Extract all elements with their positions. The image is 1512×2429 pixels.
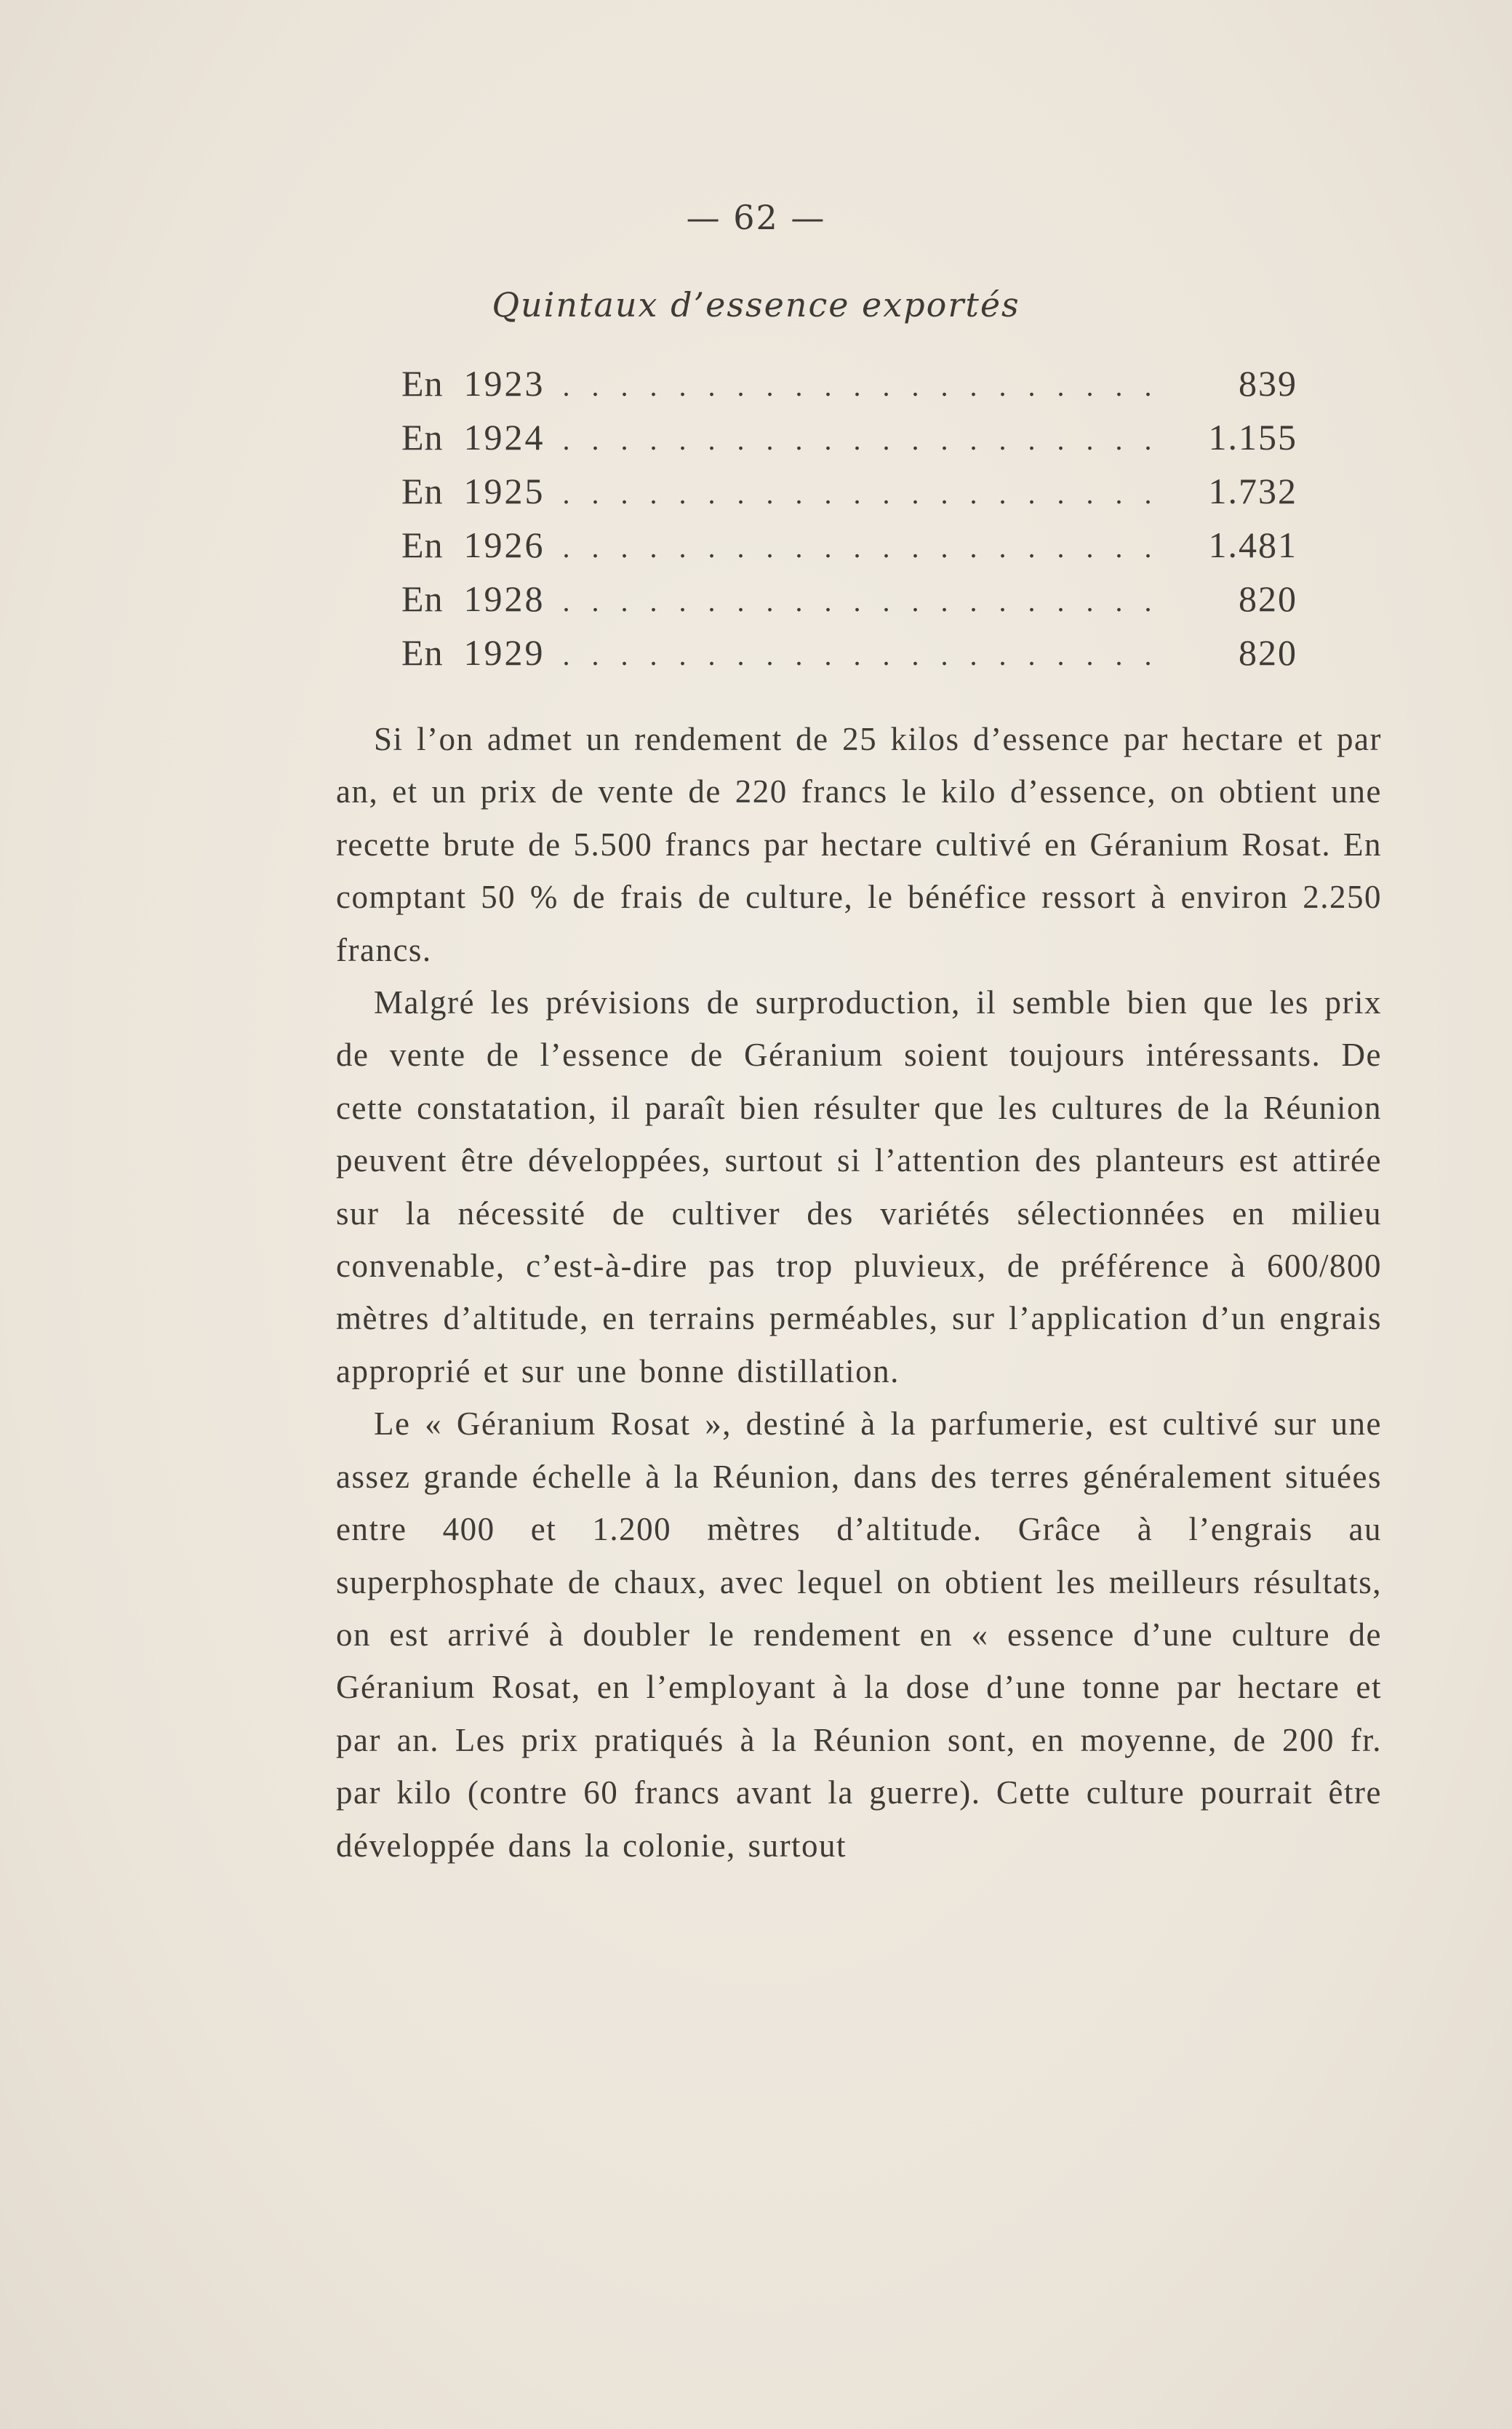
row-label: En (401, 578, 444, 619)
paragraph: Si l’on admet un rendement de 25 kilos d’essence par hectare et par an, et un prix de vente de 220 francs le kilo d’essence, on obtient une recette brute de 5.500 francs par hectare cultivé en Géranium Rosat. En comptant 50 % de frais de culture, le bénéfice ressort à environ 2.250 francs. (336, 721, 1382, 968)
row-value: 839 (1239, 363, 1297, 404)
paragraph: Malgré les prévisions de surproduction, il semble bien que les prix de vente de l’essence de Géranium soient toujours intéressants. De cette constatation, il paraît bien résulter que les cultures de la Réunion peuvent être développées, surtout si l’attention des planteurs est attirée sur la nécessité de cultiver des variétés sélectionnées en milieu convenable, c’est-à-dire pas trop pluvieux, de préférence à 600/800 mètres d’altitude, en terrains perméables, sur l’application d’un engrais approprié et sur une bonne distillation. (336, 984, 1382, 1389)
table-row (401, 416, 1297, 470)
row-value: 820 (1239, 578, 1297, 619)
row-value: 1.481 (1208, 525, 1297, 565)
row-year: 1924 (463, 417, 545, 458)
row-label: En (401, 363, 444, 404)
table-row (401, 524, 1297, 578)
row-value: 820 (1239, 632, 1297, 673)
table-row (401, 470, 1297, 524)
dot-leader (563, 638, 1172, 672)
row-label: En (401, 525, 444, 565)
row-label: En (401, 417, 444, 458)
table-row (401, 362, 1297, 416)
dot-leader (563, 369, 1172, 403)
row-year: 1926 (463, 525, 545, 565)
row-label: En (401, 632, 444, 673)
row-value: 1.732 (1208, 471, 1297, 511)
paragraph: Le « Géranium Rosat », destiné à la parfumerie, est cultivé sur une assez grande échelle à la Réunion, dans des terres généralement situées entre 400 et 1.200 mètres d’altitude. Grâce à l’engrais au superphosphate de chaux, avec lequel on obtient les meilleurs résultats, on est arrivé à doubler le rendement en « essence d’une culture de Géranium Rosat, en l’employant à la dose d’une tonne par hectare et par an. Les prix pratiqués à la Réunion sont, en moyenne, de 200 fr. par kilo (contre 60 francs avant la guerre). Cette culture pourrait être développée dans la colonie, surtout (336, 1405, 1382, 1864)
row-year: 1923 (463, 363, 545, 404)
dot-leader (563, 530, 1172, 565)
body-text (336, 713, 1382, 1872)
dot-leader (563, 423, 1172, 457)
row-year: 1928 (463, 578, 545, 619)
page-number: — 62 — (686, 198, 826, 237)
table-title: Quintaux d’essence exportés (492, 285, 1020, 324)
export-table (401, 362, 1297, 685)
row-label: En (401, 471, 444, 511)
row-year: 1925 (463, 471, 545, 511)
dot-leader (563, 476, 1172, 511)
row-value: 1.155 (1208, 417, 1297, 458)
table-row (401, 578, 1297, 631)
table-row (401, 631, 1297, 685)
row-year: 1929 (463, 632, 545, 673)
dot-leader (563, 584, 1172, 618)
